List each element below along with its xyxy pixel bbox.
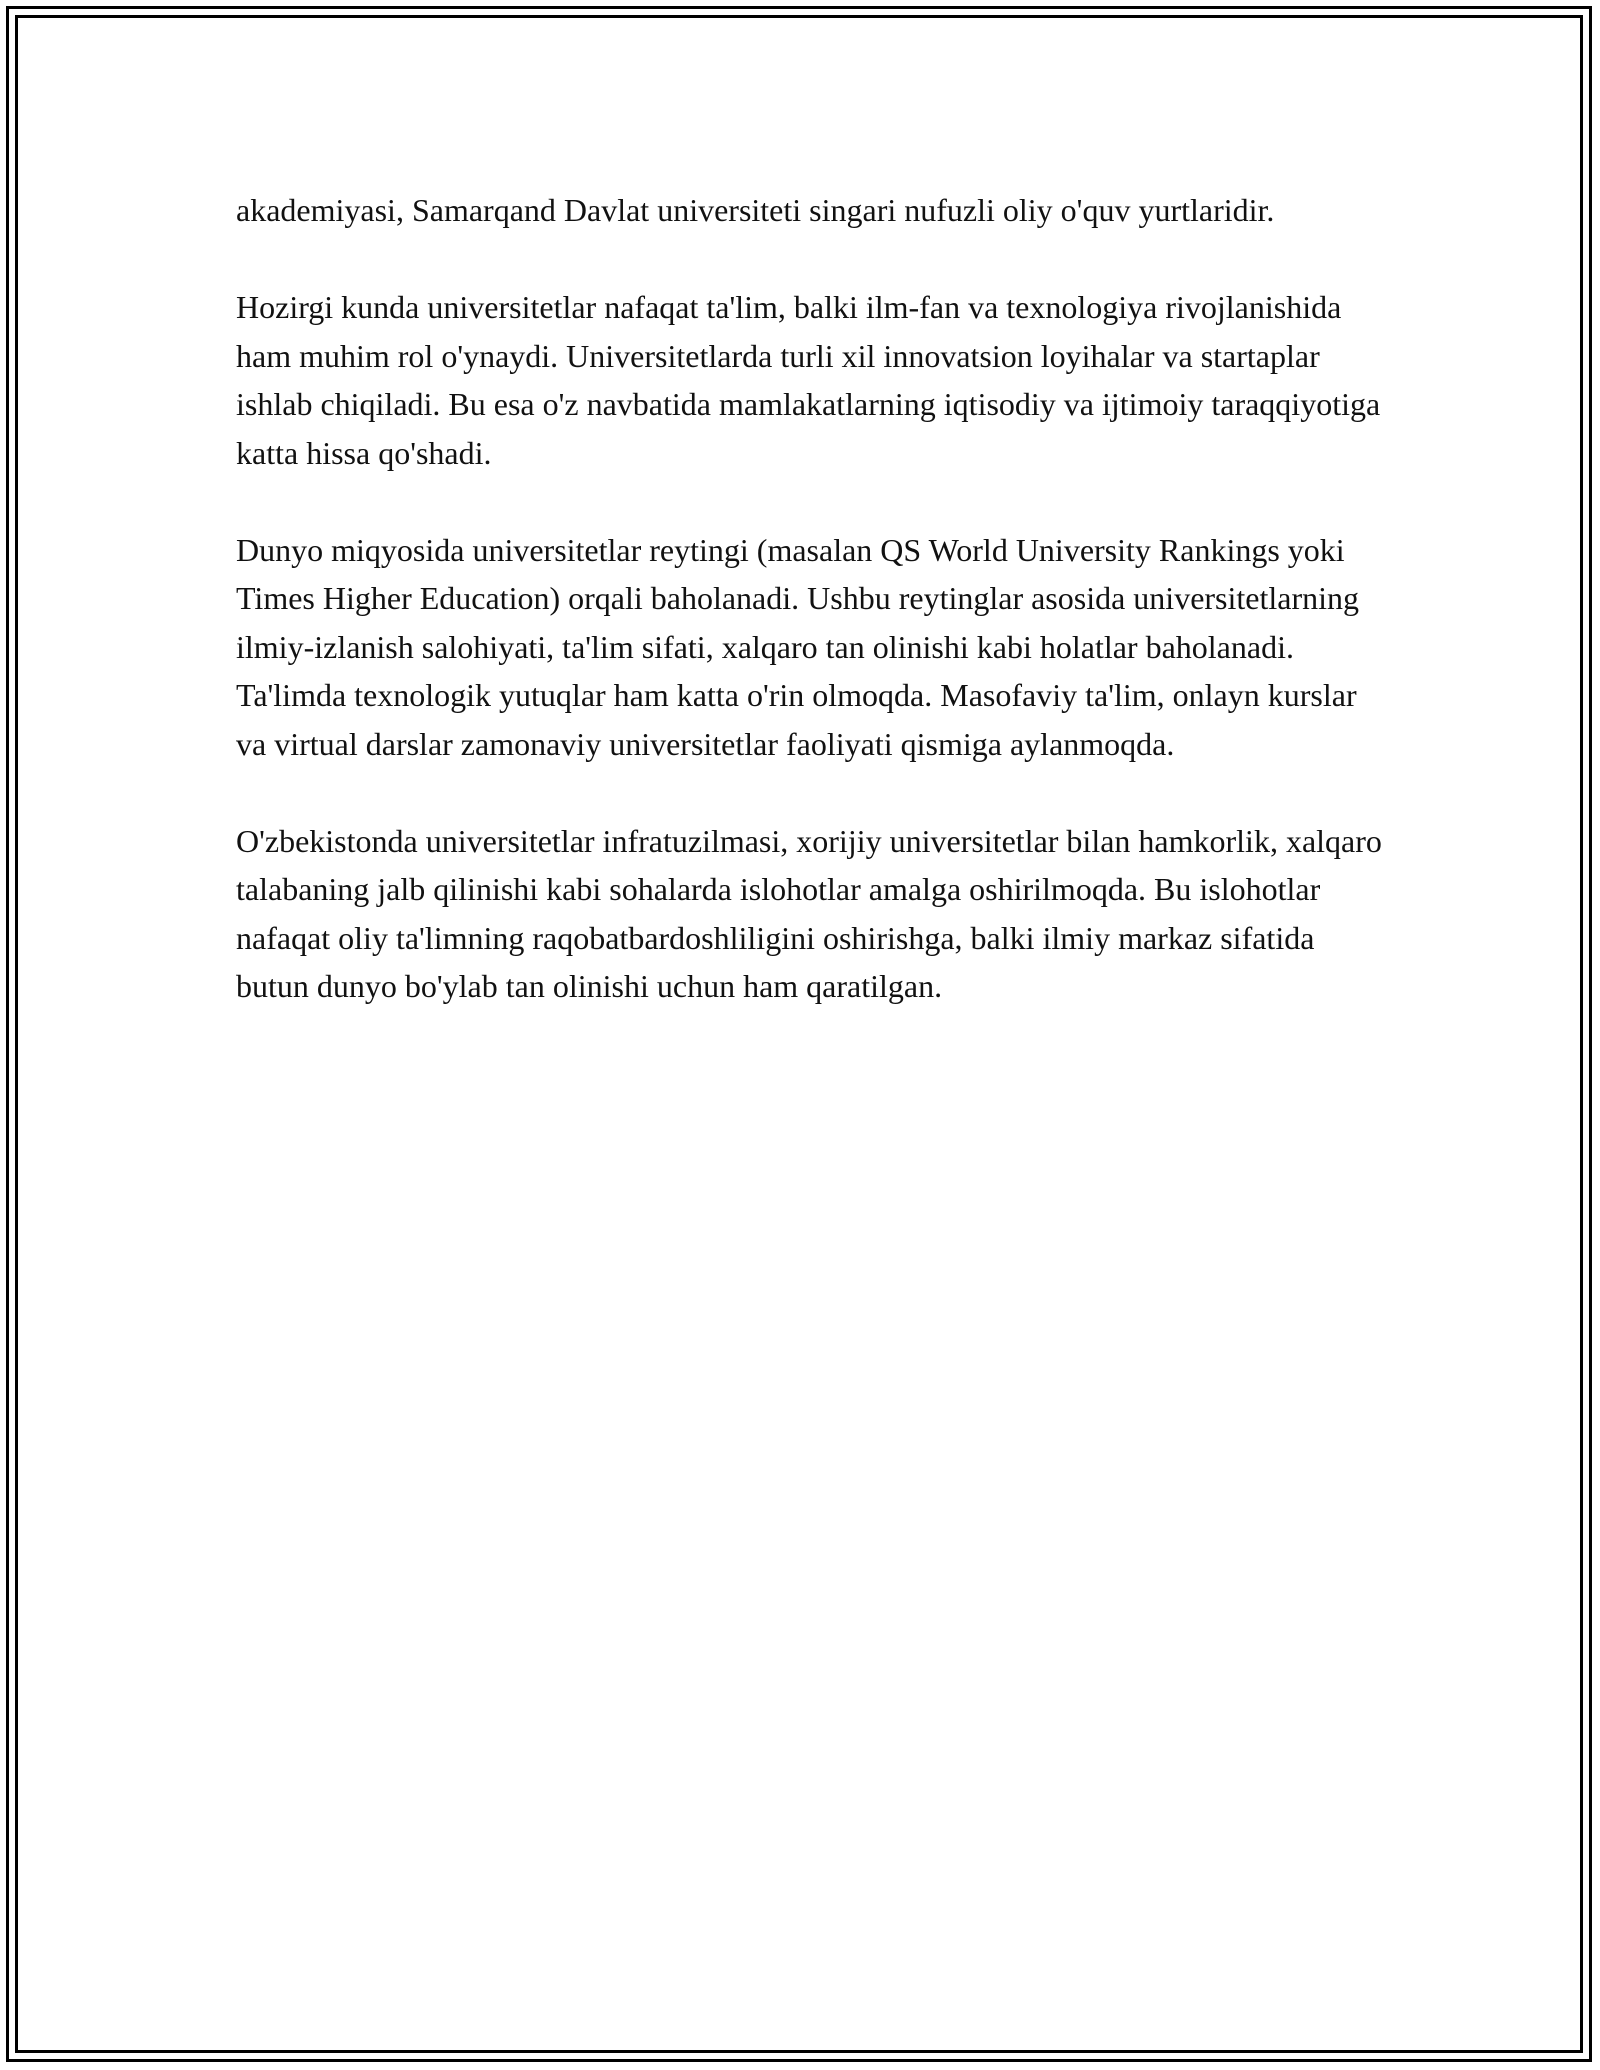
paragraph-3: Dunyo miqyosida universitetlar reytingi (masalan QS World University Rankings yoki Times Higher Education) orqali baholanadi. Ushbu reytinglar asosida universitetlarning ilmiy-izlanish salohiyati, ta'lim sifati, xalqaro tan olinishi kabi holatlar baholanadi. Ta'limda texnologik yutuqlar ham katta o'rin olmoqda. Masofaviy ta'lim, onlayn kurslar va virtual darslar zamonaviy universitetlar faoliyati qismiga aylanmoqda. <box>236 531 1360 762</box>
document-body <box>236 186 1386 1059</box>
paragraph-2: Hozirgi kunda universitetlar nafaqat ta'lim, balki ilm-fan va texnologiya rivojlanishida ham muhim rol o'ynaydi. Universitetlarda turli xil innovatsion loyihalar va startaplar ishlab chiqiladi. Bu esa o'z navbatida mamlakatlarning iqtisodiy va ijtimoiy taraqqiyotiga katta hissa qo'shadi. <box>236 289 1381 471</box>
paragraph-1: akademiyasi, Samarqand Davlat universiteti singari nufuzli oliy o'quv yurtlaridir. <box>236 192 1275 228</box>
paragraph-4: O'zbekistonda universitetlar infratuzilmasi, xorijiy universitetlar bilan hamkorlik, xalqaro talabaning jalb qilinishi kabi sohalarda islohotlar amalga oshirilmoqda. Bu islohotlar nafaqat oliy ta'limning raqobatbardoshliligini oshirishga, balki ilmiy markaz sifatida butun dunyo bo'ylab tan olinishi uchun ham qaratilgan. <box>236 822 1382 1004</box>
